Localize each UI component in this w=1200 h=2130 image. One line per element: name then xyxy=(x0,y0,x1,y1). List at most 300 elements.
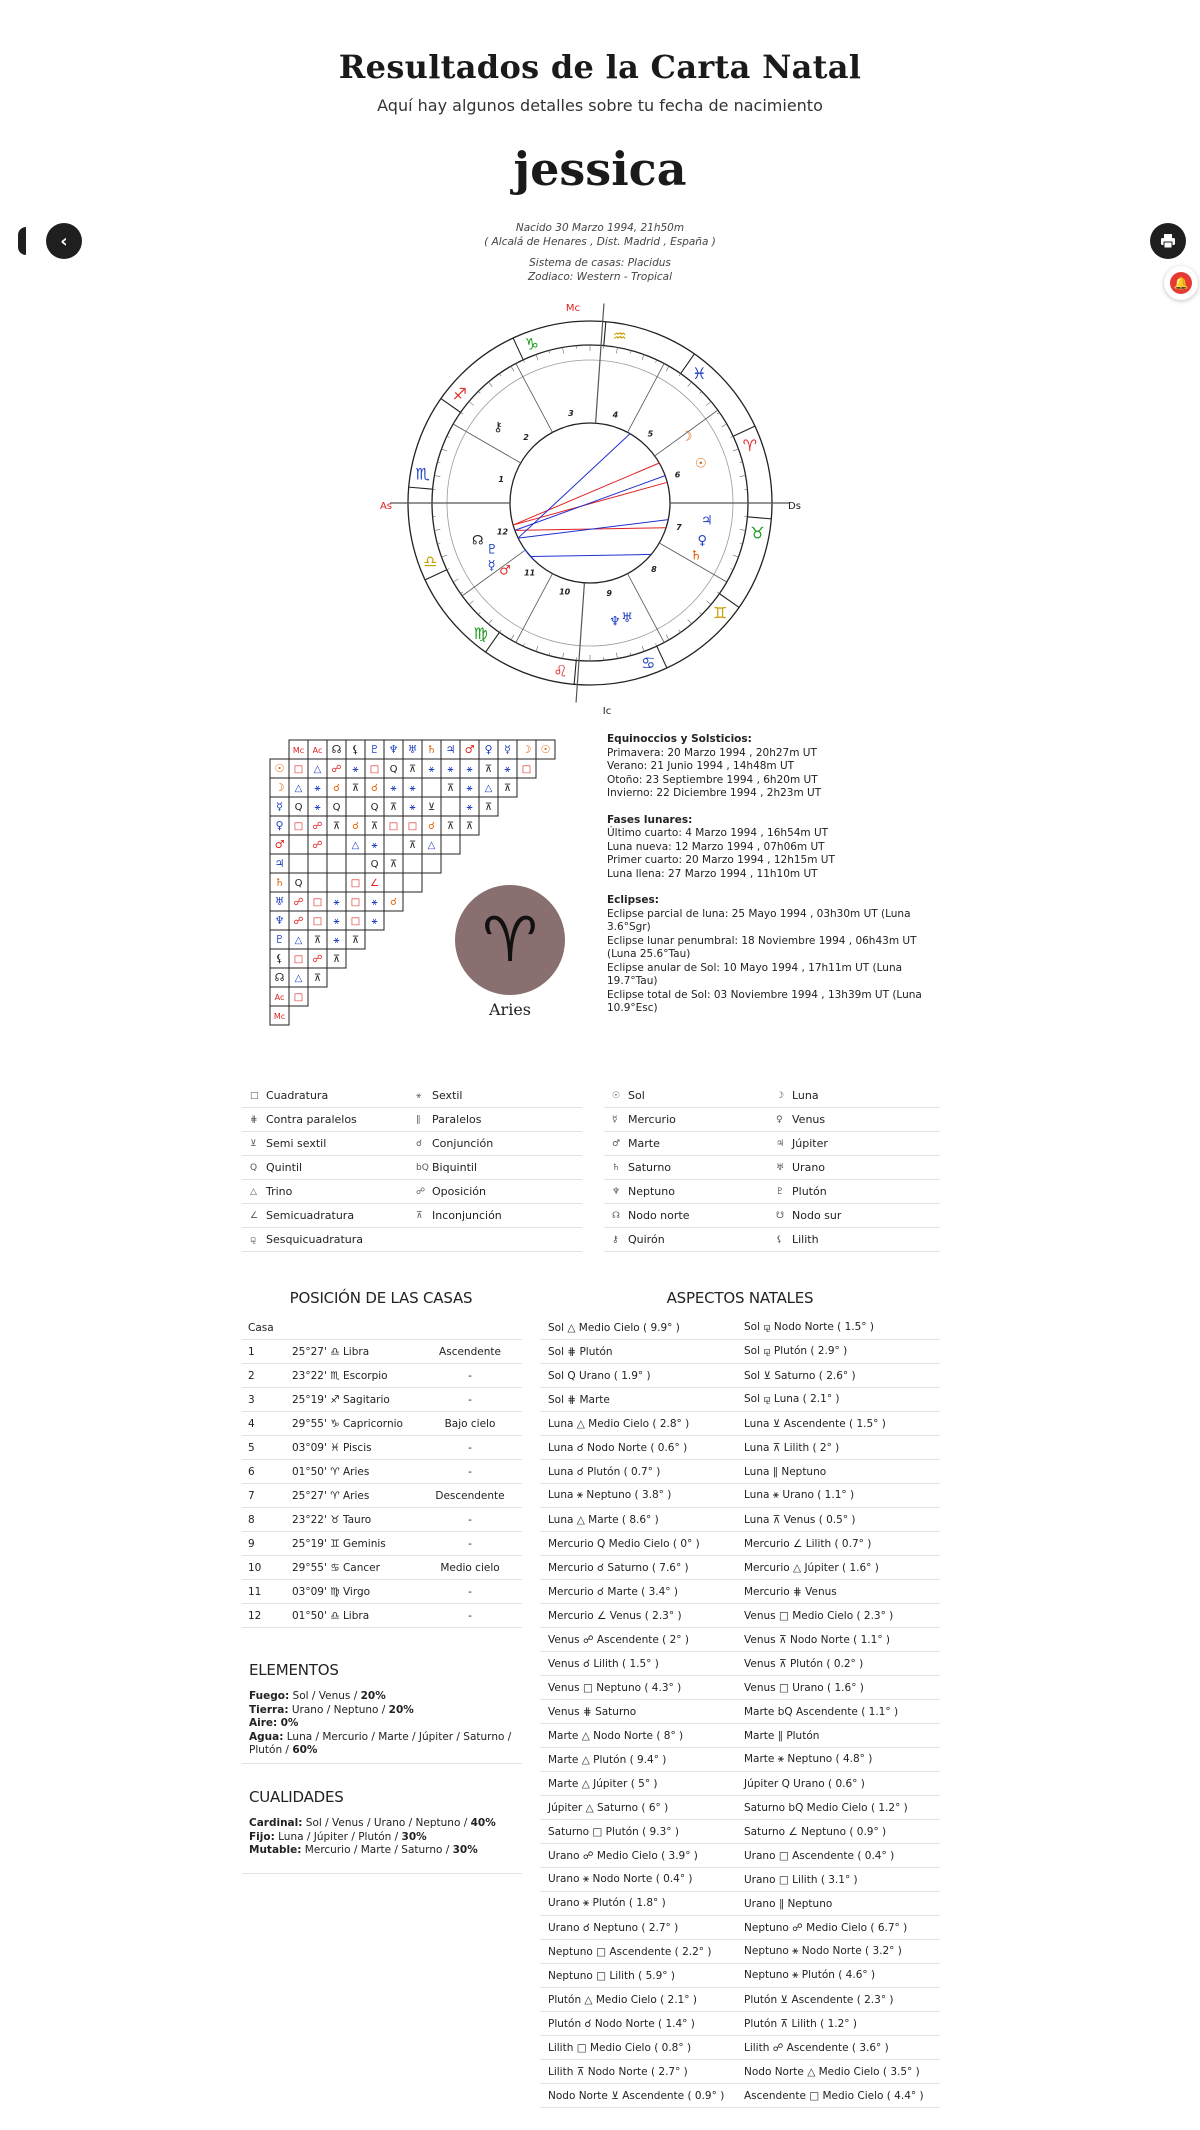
legend-symbol-icon: bQ xyxy=(416,1162,429,1173)
grid-aspect-glyph: ∠ xyxy=(370,878,379,889)
moon-phase-line: Luna llena: 27 Marzo 1994 , 11h10m UT xyxy=(607,867,818,880)
natal-aspect-cell: Plutón ☌ Nodo Norte ( 1.4° ) xyxy=(548,2017,695,2030)
house-angle-cell: - xyxy=(468,1537,472,1550)
degree-tick xyxy=(563,653,564,659)
legend-label: Trino xyxy=(266,1185,293,1198)
house-position-cell: 25°19' ♐ Sagitario xyxy=(292,1393,390,1406)
legend-row xyxy=(242,1084,582,1108)
legend-label: Sextil xyxy=(432,1089,463,1102)
grid-cell xyxy=(327,835,346,854)
house-row xyxy=(242,1436,522,1460)
grid-aspect-glyph: ⚹ xyxy=(333,916,340,927)
legend-label: Nodo norte xyxy=(628,1209,690,1222)
grid-aspect-glyph: ☍ xyxy=(312,954,323,965)
natal-aspect-cell: Neptuno □ Lilith ( 5.9° ) xyxy=(548,1969,675,1982)
distribution-percent: 30% xyxy=(401,1830,427,1843)
grid-aspect-glyph: Q xyxy=(370,802,379,813)
house-number: 5 xyxy=(647,429,654,439)
legend-item xyxy=(250,1113,416,1126)
legend-item xyxy=(776,1137,940,1150)
grid-cell xyxy=(346,854,365,873)
natal-aspect-cell: Sol ⚼ Luna ( 2.1° ) xyxy=(744,1393,840,1405)
legend-symbol-icon: ⊼ xyxy=(416,1210,423,1221)
legend-label: Biquintil xyxy=(432,1161,478,1174)
person-name: jessica xyxy=(513,142,687,196)
planet-legend xyxy=(604,1084,940,1252)
legend-item xyxy=(612,1233,776,1246)
natal-aspect-cell: Urano □ Lilith ( 3.1° ) xyxy=(744,1873,858,1886)
grid-header-glyph: ☊ xyxy=(331,743,342,756)
planet-glyph: ☉ xyxy=(695,456,707,472)
legend-item xyxy=(776,1161,940,1174)
legend-label: Semicuadratura xyxy=(266,1209,355,1222)
grid-cell xyxy=(327,873,346,892)
natal-aspect-cell: Luna △ Marte ( 8.6° ) xyxy=(548,1513,659,1526)
natal-aspects-table xyxy=(540,1316,940,2108)
house-number: 9 xyxy=(606,588,612,598)
degree-tick xyxy=(616,347,617,353)
natal-aspect-cell: Mercurio ⋕ Venus xyxy=(744,1585,837,1598)
zodiac-sign-glyph: ♋ xyxy=(640,653,656,673)
natal-aspect-cell: Mercurio ∠ Lilith ( 0.7° ) xyxy=(744,1537,872,1550)
legend-label: Mercurio xyxy=(628,1113,676,1126)
house-row xyxy=(242,1460,522,1484)
grid-row-glyph: ⚸ xyxy=(275,952,284,965)
grid-aspect-glyph: ⊼ xyxy=(446,821,455,832)
natal-aspect-cell: Mercurio ☌ Marte ( 3.4° ) xyxy=(548,1585,678,1598)
grid-cell xyxy=(422,854,441,873)
eclipses-title: Eclipses: xyxy=(607,894,659,906)
distribution-percent: 20% xyxy=(360,1690,386,1702)
legend-row xyxy=(242,1156,582,1180)
planet-glyph: ♆ xyxy=(609,614,621,630)
moon-phase-line: Primer cuarto: 20 Marzo 1994 , 12h15m UT xyxy=(607,854,835,866)
legend-item xyxy=(776,1113,940,1126)
zodiac-sign-glyph: ♍ xyxy=(473,624,488,644)
legend-symbol-icon: ♇ xyxy=(776,1186,785,1197)
grid-aspect-glyph: □ xyxy=(521,764,532,775)
grid-header-glyph: Mc xyxy=(292,746,305,755)
natal-aspect-cell: Urano ☌ Neptuno ( 2.7° ) xyxy=(548,1921,679,1934)
legend-item xyxy=(250,1089,416,1102)
house-row xyxy=(242,1412,522,1436)
planet-glyph: ☊ xyxy=(472,533,484,549)
aspect-line xyxy=(513,482,667,525)
grid-row-glyph: ☉ xyxy=(274,762,285,775)
natal-aspect-cell: Venus □ Neptuno ( 4.3° ) xyxy=(548,1681,682,1694)
legend-label: Cuadratura xyxy=(266,1089,329,1102)
grid-aspect-glyph: ⚹ xyxy=(447,764,454,775)
angle-label-ic: Ic xyxy=(602,706,612,717)
house-number-cell: 7 xyxy=(248,1489,255,1502)
degree-tick xyxy=(740,476,746,477)
house-angle-cell: Descendente xyxy=(435,1489,505,1502)
legend-symbol-icon: Q xyxy=(250,1162,258,1173)
legend-item xyxy=(250,1185,416,1198)
legend-item xyxy=(776,1209,940,1222)
natal-aspect-cell: Neptuno ☍ Medio Cielo ( 6.7° ) xyxy=(744,1921,908,1934)
natal-aspect-cell: Mercurio ∠ Venus ( 2.3° ) xyxy=(548,1609,682,1622)
natal-aspect-cell: Luna ⚹ Urano ( 1.1° ) xyxy=(744,1489,855,1501)
degree-tick xyxy=(733,555,739,557)
natal-aspect-cell: Lilith ☍ Ascendente ( 3.6° ) xyxy=(744,2041,889,2054)
legend-symbol-icon: ⊻ xyxy=(250,1138,257,1149)
equinox-line: Primavera: 20 Marzo 1994 , 20h27m UT xyxy=(607,746,817,759)
planet-glyph: ☽ xyxy=(680,429,693,445)
planet-glyph: ⚷ xyxy=(493,419,503,435)
zodiac-sign-glyph: ♌ xyxy=(553,661,568,681)
house-cusp xyxy=(516,574,553,643)
natal-aspect-row xyxy=(540,1868,940,1892)
house-number-cell: 8 xyxy=(248,1513,255,1526)
legend-item xyxy=(416,1161,582,1174)
distribution-percent: 40% xyxy=(470,1817,496,1829)
edge-tab[interactable] xyxy=(18,227,26,255)
legend-row xyxy=(604,1132,940,1156)
grid-cell xyxy=(441,835,460,854)
grid-cell xyxy=(441,797,460,816)
degree-tick xyxy=(740,529,746,530)
eclipse-line: Eclipse parcial de luna: 25 Mayo 1994 , 03h30m UT (Luna 3.6°Sgr) xyxy=(607,907,911,933)
degree-tick xyxy=(679,630,681,632)
planet-glyph: ☿ xyxy=(487,558,496,574)
natal-aspect-row xyxy=(540,1412,940,1436)
legend-item xyxy=(612,1185,776,1198)
grid-aspect-glyph: ⚹ xyxy=(371,916,378,927)
house-number-cell: 9 xyxy=(248,1537,255,1550)
grid-aspect-glyph: ⊼ xyxy=(484,802,493,813)
notification-button[interactable] xyxy=(1164,266,1198,300)
distribution-line xyxy=(249,1717,514,1731)
house-position-cell: 01°50' ♎ Libra xyxy=(292,1609,370,1622)
natal-aspect-cell: Luna ⊻ Ascendente ( 1.5° ) xyxy=(744,1417,886,1430)
legend-item xyxy=(416,1089,582,1102)
house-position-cell: 25°27' ♈ Aries xyxy=(292,1489,370,1502)
legend-row xyxy=(604,1108,940,1132)
legend-item xyxy=(416,1137,582,1150)
house-row xyxy=(242,1484,522,1508)
natal-aspect-cell: Luna ☌ Nodo Norte ( 0.6° ) xyxy=(548,1441,688,1454)
planet-glyph: ♃ xyxy=(701,513,713,529)
grid-aspect-glyph: □ xyxy=(407,821,418,832)
eclipse-line: Eclipse lunar penumbral: 18 Noviembre 1994 , 06h43m UT (Luna 25.6°Tau) xyxy=(607,934,917,960)
grid-row-glyph: ♅ xyxy=(274,895,285,908)
grid-aspect-glyph: ⚹ xyxy=(314,783,321,794)
grid-header-glyph: ♄ xyxy=(426,743,437,756)
house-angle-cell: - xyxy=(468,1609,472,1622)
planet-glyph: ♀ xyxy=(697,533,707,549)
legend-label: Conjunción xyxy=(432,1137,494,1150)
legend-label: Saturno xyxy=(628,1161,672,1174)
grid-aspect-glyph: ⚹ xyxy=(390,783,397,794)
legend-item xyxy=(250,1209,416,1222)
natal-aspect-row xyxy=(540,1724,940,1748)
natal-aspect-cell: Júpiter △ Saturno ( 6° ) xyxy=(548,1801,669,1814)
legend-label: Nodo sur xyxy=(792,1209,842,1222)
natal-aspect-row xyxy=(540,1364,940,1388)
degree-tick xyxy=(469,601,474,605)
angle-label-ds: Ds xyxy=(788,501,801,512)
grid-cell xyxy=(327,854,346,873)
natal-aspect-row xyxy=(540,1508,940,1532)
planet-glyph: ♂ xyxy=(499,563,511,579)
house-position-cell: 03°09' ♍ Virgo xyxy=(292,1585,371,1598)
natal-aspect-cell: Saturno bQ Medio Cielo ( 1.2° ) xyxy=(744,1801,908,1814)
natal-aspect-cell: Neptuno ⚹ Nodo Norte ( 3.2° ) xyxy=(744,1945,902,1957)
legend-item xyxy=(776,1089,940,1102)
house-cusp xyxy=(453,424,521,463)
grid-cell xyxy=(289,854,308,873)
legend-symbol-icon: △ xyxy=(250,1186,257,1197)
grid-aspect-glyph: △ xyxy=(427,840,436,851)
grid-aspect-glyph: ⚹ xyxy=(428,764,435,775)
natal-aspect-cell: Mercurio ☌ Saturno ( 7.6° ) xyxy=(548,1561,689,1574)
distribution-line xyxy=(249,1731,514,1758)
natal-aspect-row xyxy=(540,1820,940,1844)
grid-aspect-glyph: ☍ xyxy=(331,764,342,775)
grid-header-glyph: ☉ xyxy=(540,743,551,756)
natal-aspect-cell: Venus □ Medio Cielo ( 2.3° ) xyxy=(744,1609,894,1622)
natal-aspect-cell: Nodo Norte ⊻ Ascendente ( 0.9° ) xyxy=(548,2089,725,2102)
print-button[interactable] xyxy=(1150,223,1186,259)
grid-cell xyxy=(384,835,403,854)
grid-aspect-glyph: ⊼ xyxy=(351,783,360,794)
degree-tick xyxy=(536,355,538,361)
houses-header-label: Casa xyxy=(248,1321,274,1334)
degree-tick xyxy=(511,635,514,640)
house-number-cell: 12 xyxy=(248,1609,262,1622)
distribution-items: Urano / Neptuno / xyxy=(288,1703,389,1716)
zodiac-sign-glyph: ♒ xyxy=(612,326,627,346)
legend-row xyxy=(242,1132,582,1156)
house-number: 3 xyxy=(568,409,574,419)
grid-aspect-glyph: ⚹ xyxy=(371,840,378,851)
grid-row-glyph: ☽ xyxy=(274,781,285,794)
degree-tick xyxy=(666,366,669,371)
house-angle-cell: - xyxy=(468,1369,472,1382)
grid-aspect-glyph: Q xyxy=(370,859,379,870)
house-row xyxy=(242,1508,522,1532)
grid-aspect-glyph: ⚹ xyxy=(333,897,340,908)
legend-item xyxy=(776,1185,940,1198)
sun-sign-label: Aries xyxy=(489,1000,531,1019)
grid-aspect-glyph: ⚹ xyxy=(314,802,321,813)
elements-list xyxy=(249,1690,514,1758)
grid-aspect-glyph: ⊼ xyxy=(389,859,398,870)
natal-aspect-cell: Ascendente □ Medio Cielo ( 4.4° ) xyxy=(744,2089,924,2102)
degree-tick xyxy=(688,382,692,387)
legend-row xyxy=(604,1180,940,1204)
back-button[interactable] xyxy=(46,223,82,259)
grid-aspect-glyph: △ xyxy=(484,783,493,794)
natal-aspect-row xyxy=(540,1652,940,1676)
house-cusp xyxy=(516,363,553,432)
legend-label: Quintil xyxy=(266,1161,303,1174)
distribution-label: Tierra: xyxy=(249,1703,289,1716)
zodiac-sign-glyph: ♓ xyxy=(692,363,707,383)
equinox-line: Invierno: 22 Diciembre 1994 , 2h23m UT xyxy=(607,787,822,799)
grid-aspect-glyph: ⊼ xyxy=(332,954,341,965)
sign-divider xyxy=(657,646,667,668)
natal-aspect-row xyxy=(540,1580,940,1604)
grid-cell xyxy=(289,835,308,854)
grid-aspect-glyph: ⊼ xyxy=(389,802,398,813)
natal-chart-wheel xyxy=(380,300,820,720)
degree-tick xyxy=(453,579,458,582)
distribution-line xyxy=(249,1704,514,1718)
house-row xyxy=(242,1604,522,1628)
distribution-label: Cardinal: xyxy=(249,1817,303,1829)
legend-symbol-icon: ♆ xyxy=(612,1186,621,1197)
natal-aspect-cell: Venus ⊼ Nodo Norte ( 1.1° ) xyxy=(744,1633,891,1646)
angle-label-as: As xyxy=(379,501,392,512)
grid-aspect-glyph: ⊼ xyxy=(313,935,322,946)
natal-aspect-cell: Sol ⚼ Nodo Norte ( 1.5° ) xyxy=(744,1321,874,1333)
sign-divider xyxy=(733,426,755,436)
natal-aspect-row xyxy=(540,1628,940,1652)
house-cusp xyxy=(628,363,665,432)
natal-aspect-cell: Marte ∥ Plutón xyxy=(744,1729,820,1742)
grid-aspect-glyph: ☍ xyxy=(293,916,304,927)
moon-phase-line: Luna nueva: 12 Marzo 1994 , 07h06m UT xyxy=(607,840,825,853)
grid-aspect-glyph: △ xyxy=(294,783,303,794)
legend-item xyxy=(612,1137,776,1150)
natal-aspect-cell: Marte bQ Ascendente ( 1.1° ) xyxy=(744,1705,899,1718)
grid-aspect-glyph: ⚹ xyxy=(371,897,378,908)
natal-aspect-row xyxy=(540,2036,940,2060)
degree-tick xyxy=(511,366,514,371)
degree-tick xyxy=(488,382,492,387)
distribution-label: Agua: xyxy=(249,1730,284,1743)
grid-row-glyph: ☿ xyxy=(276,800,283,813)
zodiac-type: Zodiaco: Western - Tropical xyxy=(527,271,673,283)
grid-header-glyph: Ac xyxy=(312,746,323,755)
legend-label: Oposición xyxy=(432,1185,486,1198)
natal-aspect-cell: Júpiter Q Urano ( 0.6° ) xyxy=(744,1777,865,1790)
natal-aspect-cell: Venus □ Urano ( 1.6° ) xyxy=(744,1681,864,1694)
sign-divider xyxy=(513,338,523,360)
natal-aspect-row xyxy=(540,1532,940,1556)
natal-aspect-cell: Sol △ Medio Cielo ( 9.9° ) xyxy=(548,1321,680,1334)
house-number: 4 xyxy=(612,410,619,420)
natal-aspect-cell: Urano ⚹ Nodo Norte ( 0.4° ) xyxy=(548,1873,693,1885)
grid-row-glyph: ♆ xyxy=(274,914,285,927)
grid-header-glyph: ♀ xyxy=(484,743,493,756)
legend-symbol-icon: ☽ xyxy=(776,1090,785,1101)
grid-aspect-glyph: □ xyxy=(293,821,304,832)
legend-item xyxy=(416,1185,582,1198)
legend-label: Marte xyxy=(628,1137,660,1150)
grid-row-glyph: ☊ xyxy=(274,971,285,984)
natal-aspect-row xyxy=(540,1436,940,1460)
grid-aspect-glyph: ☌ xyxy=(428,821,435,832)
grid-aspect-glyph: ⊼ xyxy=(503,783,512,794)
aspect-line xyxy=(513,463,659,525)
qualities-list xyxy=(249,1817,514,1858)
page-subtitle: Aquí hay algunos detalles sobre tu fecha de nacimiento xyxy=(377,96,823,115)
grid-aspect-glyph: ⚹ xyxy=(333,935,340,946)
house-cusp xyxy=(628,574,665,643)
grid-aspect-glyph: ⊻ xyxy=(427,802,436,813)
degree-tick xyxy=(616,653,617,659)
degree-tick xyxy=(442,449,448,451)
legend-label: Plutón xyxy=(792,1185,827,1198)
grid-aspect-glyph: ⊼ xyxy=(332,821,341,832)
grid-row-glyph: ♄ xyxy=(274,876,285,889)
natal-aspect-row xyxy=(540,1700,940,1724)
degree-tick xyxy=(700,613,702,615)
grid-aspect-glyph: ⊼ xyxy=(446,783,455,794)
natal-aspect-row xyxy=(540,1940,940,1964)
equinox-line: Otoño: 23 Septiembre 1994 , 6h20m UT xyxy=(607,773,818,786)
house-number: 10 xyxy=(559,587,571,597)
legend-symbol-icon: ⚸ xyxy=(776,1234,783,1245)
natal-aspect-cell: Urano ☍ Medio Cielo ( 3.9° ) xyxy=(548,1849,698,1862)
degree-tick xyxy=(666,635,669,640)
house-number: 7 xyxy=(676,522,682,532)
birth-date: Nacido 30 Marzo 1994, 21h50m xyxy=(515,222,685,234)
grid-aspect-glyph: ⊼ xyxy=(351,935,360,946)
legend-symbol-icon: ♄ xyxy=(612,1162,621,1173)
legend-label: Lilith xyxy=(792,1233,819,1246)
legend-row xyxy=(604,1228,940,1252)
sign-divider xyxy=(574,660,576,684)
events-panel xyxy=(607,733,947,1029)
planet-glyph: ♇ xyxy=(486,542,498,558)
natal-aspect-cell: Marte △ Júpiter ( 5° ) xyxy=(548,1777,658,1790)
legend-item xyxy=(612,1113,776,1126)
zodiac-sign-glyph: ♈ xyxy=(742,435,757,455)
houses-title: POSICIÓN DE LAS CASAS xyxy=(289,1289,473,1307)
grid-aspect-glyph: ⊼ xyxy=(408,840,417,851)
chevron-left-icon: ‹ xyxy=(60,230,68,252)
grid-cell xyxy=(403,854,422,873)
natal-aspect-cell: Venus ⋕ Saturno xyxy=(548,1705,637,1718)
natal-aspect-row xyxy=(540,1388,940,1412)
house-number: 6 xyxy=(674,470,681,480)
house-position-cell: 03°09' ♓ Piscis xyxy=(292,1441,372,1454)
degree-tick xyxy=(499,374,501,376)
natal-aspect-cell: Neptuno ⚹ Plutón ( 4.6° ) xyxy=(744,1969,876,1981)
legend-item xyxy=(250,1161,416,1174)
sun-sign-badge xyxy=(455,885,565,995)
house-row xyxy=(242,1364,522,1388)
natal-aspect-cell: Luna ☌ Plutón ( 0.7° ) xyxy=(548,1465,661,1478)
natal-aspect-cell: Venus ☍ Ascendente ( 2° ) xyxy=(548,1633,689,1646)
grid-header-glyph: ☽ xyxy=(521,743,532,756)
grid-cell xyxy=(403,873,422,892)
grid-aspect-glyph: □ xyxy=(350,878,361,889)
degree-tick xyxy=(442,555,448,557)
degree-tick xyxy=(461,412,463,414)
legend-label: Inconjunción xyxy=(432,1209,502,1222)
angle-label-mc: Mc xyxy=(565,303,581,314)
grid-aspect-glyph: ⊼ xyxy=(313,973,322,984)
natal-aspect-cell: Venus ☌ Lilith ( 1.5° ) xyxy=(548,1657,659,1670)
natal-aspect-row xyxy=(540,1988,940,2012)
grid-aspect-glyph: ☌ xyxy=(371,783,378,794)
equinox-line: Verano: 21 Junio 1994 , 14h48m UT xyxy=(607,760,795,772)
natal-aspect-cell: Urano ∥ Neptuno xyxy=(744,1897,833,1910)
degree-tick xyxy=(733,449,739,451)
legend-item xyxy=(250,1137,416,1150)
grid-row-glyph: Mc xyxy=(273,1012,286,1021)
grid-aspect-glyph: ⊼ xyxy=(484,764,493,775)
distribution-line xyxy=(249,1831,514,1845)
house-angle-cell: - xyxy=(468,1585,472,1598)
legend-row xyxy=(242,1204,582,1228)
houses-table xyxy=(242,1316,522,1628)
